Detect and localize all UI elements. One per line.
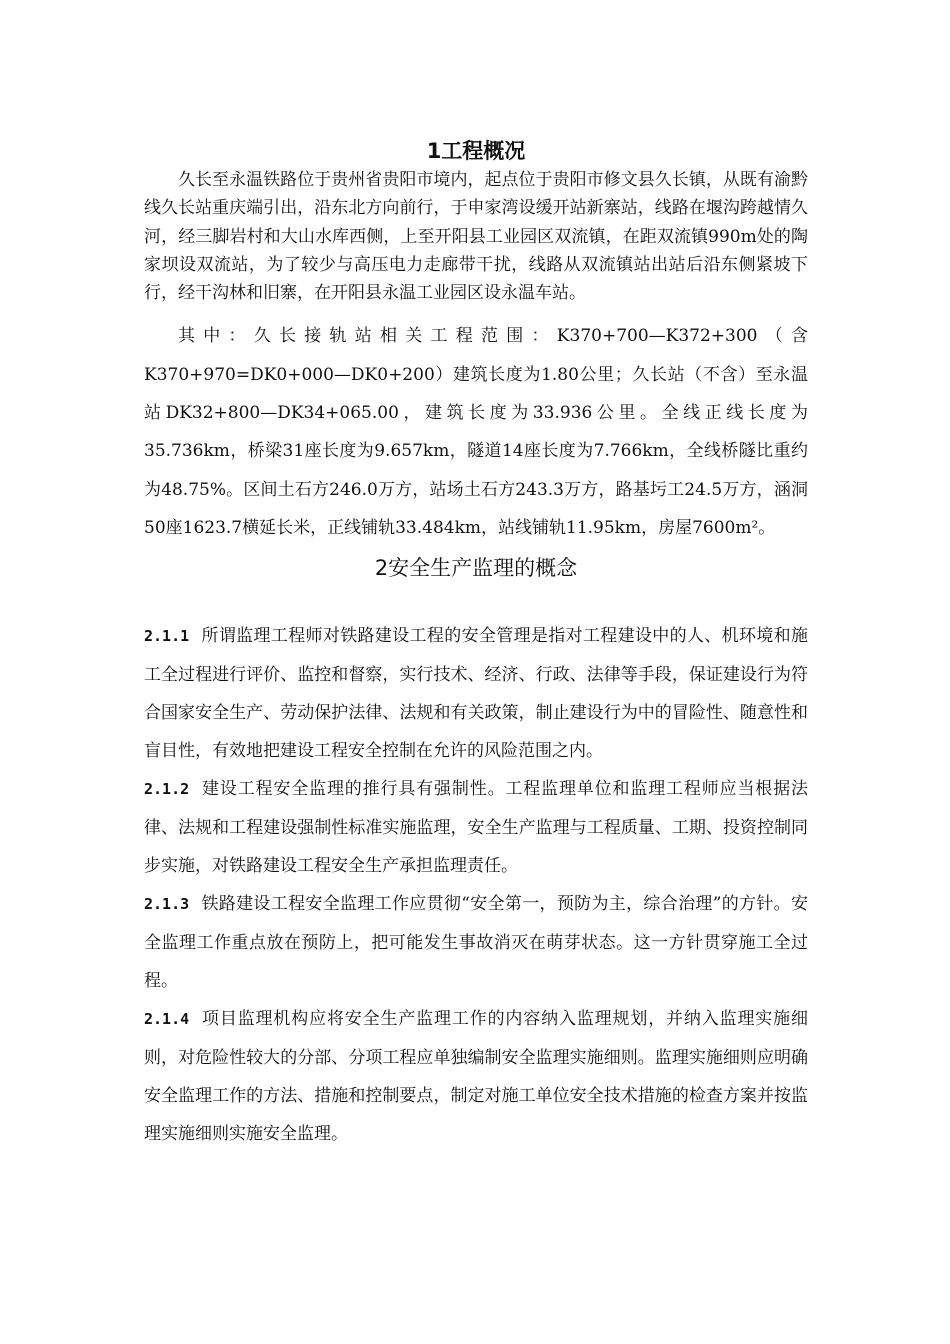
section-1-paragraph-scope: 其中：久长接轨站相关工程范围：K370+700—K372+300（含K370+970=DK0+000—DK0+200）建筑长度为1.80公里；久长站（不含）至永温站DK32+800—DK34+065.00，建筑长度为33.936公里。全线正线长度为35.736km，桥梁31座长度为9.657km，隧道14座长度为7.766km，全线桥隧比重约为48.75%。区间土石方246.0万方，站场土石方243.3万方，路基圬工24.5万方，涵洞50座1623.7横延长米，正线铺轨33.484km，站线铺轨11.95km，房屋7600m²。 [144, 326, 808, 538]
clause-2-1-4 [144, 1000, 808, 1153]
clause-number: 2.1.2 [144, 780, 190, 799]
section-2-heading: 2安全生产监理的概念 [374, 556, 578, 581]
clause-2-1-3 [144, 885, 808, 1000]
spacer [144, 583, 808, 617]
section-1-paragraph-route: 久长至永温铁路位于贵州省贵阳市境内，起点位于贵阳市修文县久长镇，从既有渝黔线久长站重庆端引出，沿东北方向前行，于申家湾设缓开站新寨站，线路在堰沟跨越情久河，经三脚岩村和大山水库西侧，上至开阳县工业园区双流镇，在距双流镇990m处的陶家坝设双流站，为了较少与高压电力走廊带干扰，线路从双流镇站出站后沿东侧紧坡下行，经干沟林和旧寨，在开阳县永温工业园区设永温车站。 [144, 170, 808, 304]
document-body [144, 136, 808, 1153]
spacer [144, 307, 808, 317]
clause-2-1-2 [144, 770, 808, 885]
clause-number: 2.1.4 [144, 1010, 190, 1029]
clause-2-1-1 [144, 617, 808, 770]
section-1-heading: 1工程概况 [426, 139, 526, 163]
clause-number: 2.1.3 [144, 895, 190, 914]
clause-number: 2.1.1 [144, 627, 190, 646]
clause-text: 铁路建设工程安全监理工作应贯彻“安全第一，预防为主，综合治理”的方针。安全监理工作重点放在预防上，把可能发生事故消灭在萌芽状态。这一方针贯穿施工全过程。 [144, 894, 808, 991]
clause-text: 项目监理机构应将安全生产监理工作的内容纳入监理规划，并纳入监理实施细则，对危险性较大的分部、分项工程应单独编制安全监理实施细则。监理实施细则应明确安全监理工作的方法、措施和控制要点，制定对施工单位安全技术措施的检查方案并按监理实施细则实施安全监理。 [144, 1009, 808, 1145]
clause-text: 建设工程安全监理的推行具有强制性。工程监理单位和监理工程师应当根据法律、法规和工程建设强制性标准实施监理，安全生产监理与工程质量、工期、投资控制同步实施，对铁路建设工程安全生产承担监理责任。 [144, 779, 808, 877]
clause-text: 所谓监理工程师对铁路建设工程的安全管理是指对工程建设中的人、机环境和施工全过程进行评价、监控和督察，实行技术、经济、行政、法律等手段，保证建设行为符合国家安全生产、劳动保护法律、法规和有关政策，制止建设行为中的冒险性、随意性和盲目性，有效地把建设工程安全控制在允许的风险范围之内。 [144, 626, 808, 762]
